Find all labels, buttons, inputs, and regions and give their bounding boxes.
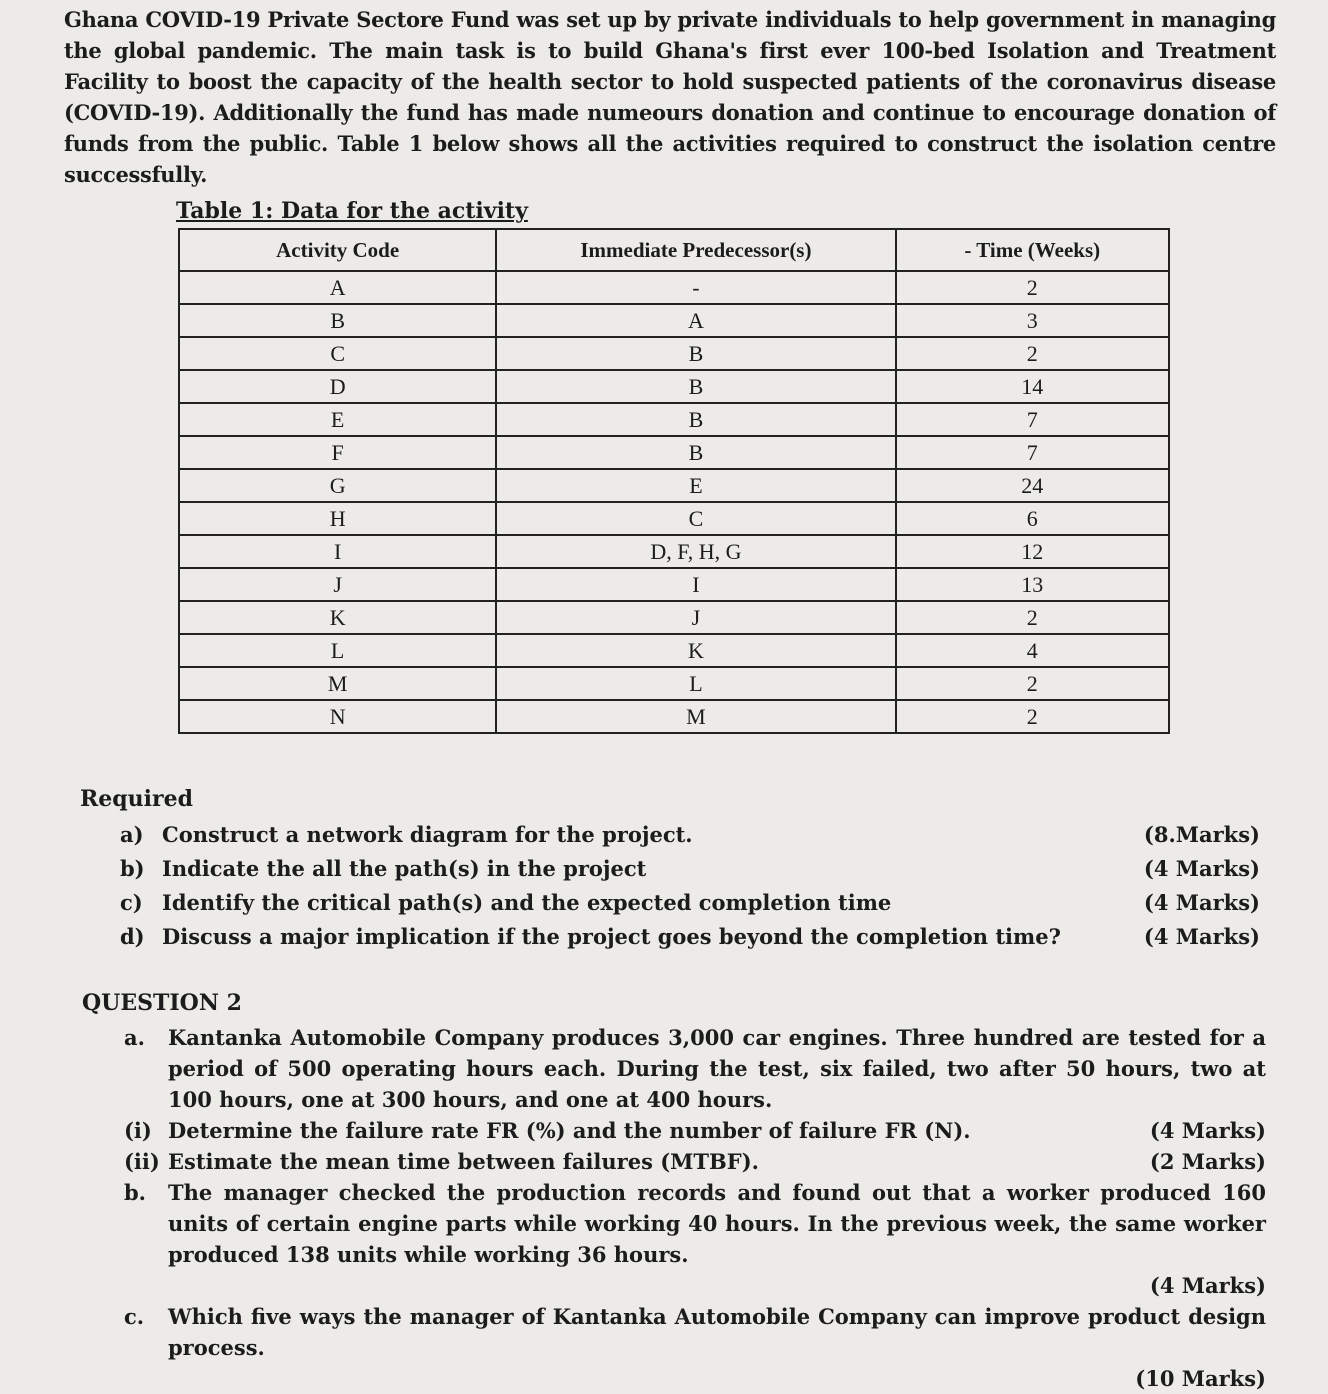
item-marks: (8.Marks) <box>1143 822 1260 847</box>
table-row <box>179 700 1169 733</box>
intro-paragraph: Ghana COVID-19 Private Sectore Fund was set up by private individuals to help government in managing the global pandemic. The main task is to build Ghana's first ever 100-bed Isolation and Treatment Facility to boost the capacity of the health sector to hold suspected patients of the coronavirus disease (COVID-19). Additionally the fund has made numeours donation and continue to encourage donation of funds from the public. Table 1 below shows all the activities required to construct the isolation centre successfully. <box>64 7 1276 187</box>
cell-code: K <box>179 601 496 634</box>
table-row <box>179 436 1169 469</box>
cell-pred: - <box>496 271 895 304</box>
item-marks: (4 Marks) <box>1143 924 1260 949</box>
item-label: a) <box>120 822 144 847</box>
cell-pred: I <box>496 568 895 601</box>
question-2-body <box>124 1022 1266 1394</box>
cell-pred: B <box>496 403 895 436</box>
question-2b-marks: (4 Marks) <box>1149 1273 1266 1298</box>
table-row <box>179 568 1169 601</box>
item-label: (ii) <box>124 1149 160 1174</box>
table-row <box>179 502 1169 535</box>
item-marks: (4 Marks) <box>1143 890 1260 915</box>
question-2c-marks: (10 Marks) <box>1135 1366 1266 1391</box>
cell-time: 13 <box>896 568 1169 601</box>
header-activity-code: Activity Code <box>179 229 496 271</box>
table-row <box>179 271 1169 304</box>
item-text: The manager checked the production records and found out that a worker produced 160 units of certain engine parts while working 40 hours. In the previous week, the same worker produced 138 units while working 36 hours. <box>168 1180 1266 1267</box>
cell-time: 7 <box>896 436 1169 469</box>
cell-code: B <box>179 304 496 337</box>
item-text: Which five ways the manager of Kantanka Automobile Company can improve product design process. <box>168 1304 1266 1360</box>
cell-code: G <box>179 469 496 502</box>
activity-table <box>178 228 1170 734</box>
required-item <box>120 822 1260 856</box>
question-2a <box>124 1022 1266 1115</box>
cell-time: 7 <box>896 403 1169 436</box>
cell-code: I <box>179 535 496 568</box>
cell-time: 2 <box>896 601 1169 634</box>
table-row <box>179 634 1169 667</box>
header-time: - Time (Weeks) <box>896 229 1169 271</box>
cell-code: F <box>179 436 496 469</box>
cell-time: 4 <box>896 634 1169 667</box>
cell-time: 24 <box>896 469 1169 502</box>
item-label: (i) <box>124 1118 152 1143</box>
cell-time: 2 <box>896 337 1169 370</box>
cell-pred: B <box>496 436 895 469</box>
cell-code: J <box>179 568 496 601</box>
cell-pred: M <box>496 700 895 733</box>
table-header-row <box>179 229 1169 271</box>
item-text: Discuss a major implication if the project goes beyond the completion time? <box>162 924 1061 949</box>
question-2b <box>124 1177 1266 1270</box>
cell-time: 2 <box>896 667 1169 700</box>
header-predecessors: Immediate Predecessor(s) <box>496 229 895 271</box>
question-2-heading: QUESTION 2 <box>82 990 242 1016</box>
question-2c <box>124 1301 1266 1363</box>
cell-pred: J <box>496 601 895 634</box>
cell-code: L <box>179 634 496 667</box>
item-label: d) <box>120 924 145 949</box>
item-marks: (4 Marks) <box>1143 856 1260 881</box>
cell-code: D <box>179 370 496 403</box>
table-title: Table 1: Data for the activity <box>176 198 528 224</box>
item-text: Identify the critical path(s) and the expected completion time <box>162 890 892 915</box>
cell-pred: D, F, H, G <box>496 535 895 568</box>
cell-pred: L <box>496 667 895 700</box>
item-label: c. <box>124 1304 145 1329</box>
item-label: b. <box>124 1180 146 1205</box>
cell-time: 2 <box>896 271 1169 304</box>
table-row <box>179 667 1169 700</box>
item-marks: (2 Marks) <box>1149 1149 1266 1174</box>
cell-pred: B <box>496 370 895 403</box>
item-label: b) <box>120 856 145 881</box>
item-marks: (4 Marks) <box>1149 1118 1266 1143</box>
cell-code: H <box>179 502 496 535</box>
required-list <box>120 822 1260 958</box>
item-text: Kantanka Automobile Company produces 3,000 car engines. Three hundred are tested for a period of 500 operating hours each. During the test, six failed, two after 50 hours, two at 100 hours, one at 300 hours, and one at 400 hours. <box>168 1025 1266 1112</box>
cell-code: A <box>179 271 496 304</box>
table-row <box>179 403 1169 436</box>
required-item <box>120 856 1260 890</box>
item-label: a. <box>124 1025 145 1050</box>
item-label: c) <box>120 890 143 915</box>
cell-code: E <box>179 403 496 436</box>
item-text: Construct a network diagram for the project. <box>162 822 693 847</box>
item-text: Determine the failure rate FR (%) and the number of failure FR (N). <box>168 1118 971 1143</box>
table-row <box>179 601 1169 634</box>
cell-time: 14 <box>896 370 1169 403</box>
required-item <box>120 890 1260 924</box>
cell-code: M <box>179 667 496 700</box>
required-heading: Required <box>80 786 193 812</box>
cell-code: N <box>179 700 496 733</box>
question-2a-ii <box>124 1146 1266 1177</box>
cell-pred: E <box>496 469 895 502</box>
table-row <box>179 370 1169 403</box>
cell-time: 12 <box>896 535 1169 568</box>
item-text: Indicate the all the path(s) in the project <box>162 856 647 881</box>
table-row <box>179 535 1169 568</box>
cell-pred: K <box>496 634 895 667</box>
table-row <box>179 469 1169 502</box>
table-row <box>179 304 1169 337</box>
cell-time: 2 <box>896 700 1169 733</box>
cell-code: C <box>179 337 496 370</box>
item-text: Estimate the mean time between failures (MTBF). <box>168 1149 759 1174</box>
cell-pred: A <box>496 304 895 337</box>
question-2a-i <box>124 1115 1266 1146</box>
table-row <box>179 337 1169 370</box>
cell-pred: B <box>496 337 895 370</box>
cell-time: 6 <box>896 502 1169 535</box>
cell-time: 3 <box>896 304 1169 337</box>
cell-pred: C <box>496 502 895 535</box>
required-item <box>120 924 1260 958</box>
